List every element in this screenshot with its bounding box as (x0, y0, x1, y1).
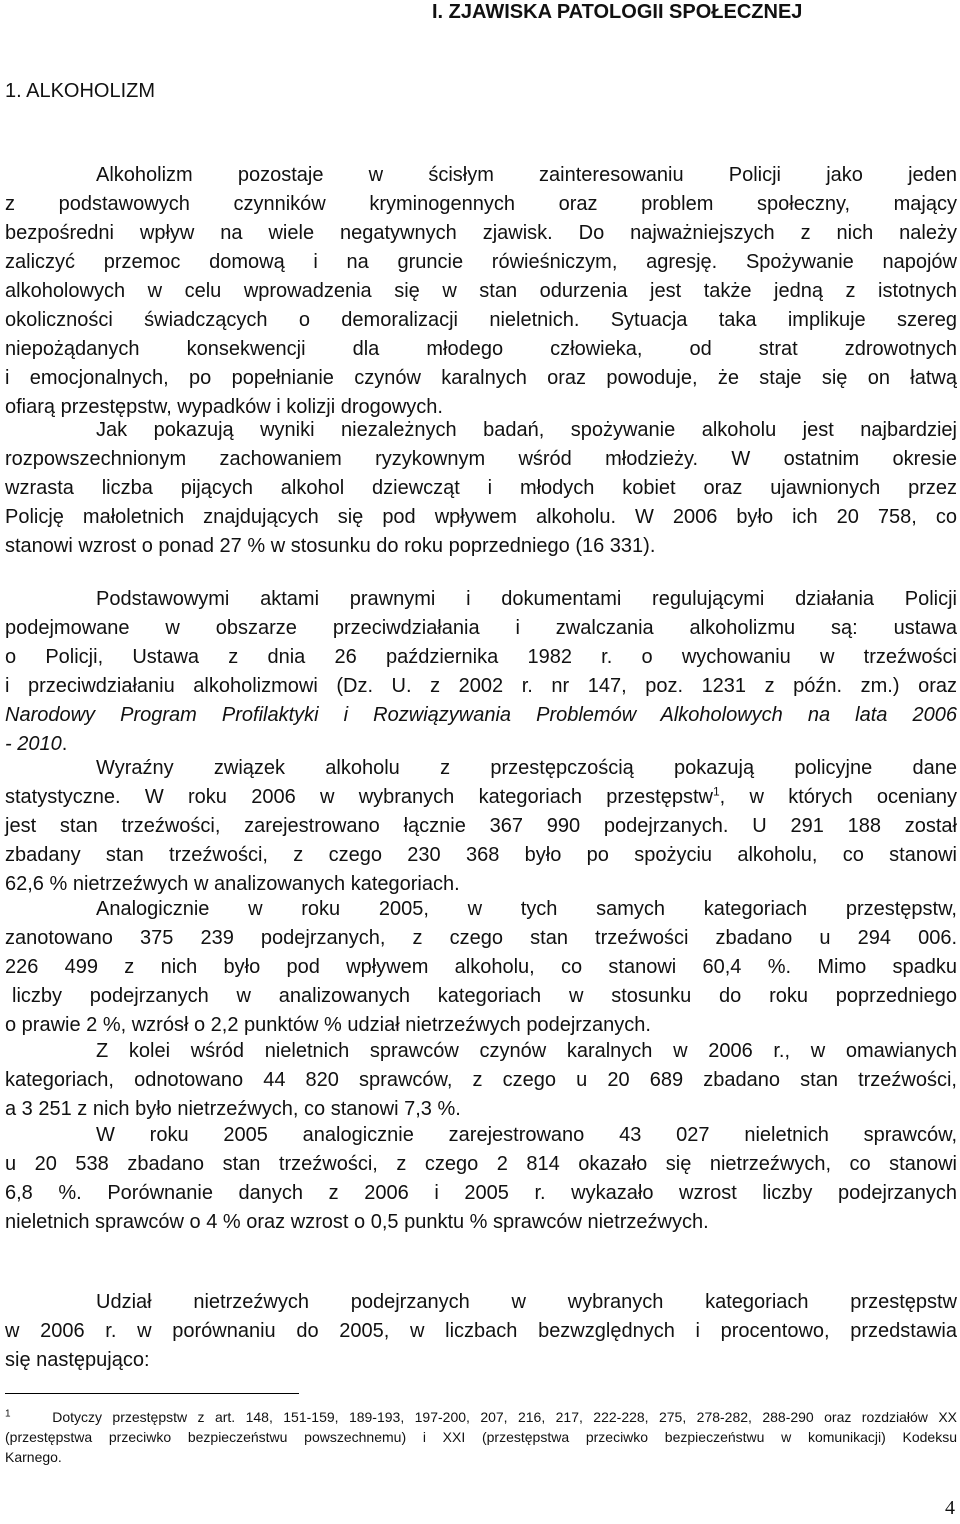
text-line: jest stan trzeźwości, zarejestrowano łącznie 367 990 podejrzanych. U 291 188 został (5, 815, 957, 837)
text-line: i przeciwdziałaniu alkoholizmowi (Dz. U. z 2002 r. nr 147, poz. 1231 z późn. zm.) oraz (5, 675, 957, 697)
text-line: się następująco: (5, 1349, 150, 1371)
paragraph-3 (5, 585, 957, 759)
text-line: o prawie 2 %, wzrósł o 2,2 punktów % udział nietrzeźwych podejrzanych. (5, 1014, 651, 1036)
text-line: podejmowane w obszarze przeciwdziałania i zwalczania alkoholizmu są: ustawa (5, 617, 957, 639)
text-line: Jak pokazują wyniki niezależnych badań, spożywanie alkoholu jest najbardziej (96, 419, 957, 441)
section-heading: 1. ALKOHOLIZM (5, 80, 156, 102)
footnote-ref: 1 (712, 784, 720, 799)
text-line: u 20 538 zbadano stan trzeźwości, z czego 2 814 okazało się nietrzeźwych, co stanowi (5, 1153, 957, 1175)
text-line: Alkoholizm pozostaje w ścisłym zainteresowaniu Policji jako jeden (96, 164, 957, 186)
text-line: Podstawowymi aktami prawnymi i dokumentami regulującymi działania Policji (96, 588, 957, 610)
text-line: rozpowszechnionym zachowaniem ryzykownym wśród młodzieży. W ostatnim okresie (5, 448, 957, 470)
text-line: bezpośredni wpływ na wiele negatywnych zjawisk. Do najważniejszych z nich należy (5, 222, 957, 244)
footnote-line: $^1$ Dotyczy przestępstw z art. 148, 151-159, 189-193, 197-200, 207, 216, 217, 222-228, 275, 278-282, 288-290 oraz rozdziałów XX (5, 1408, 958, 1425)
paragraph-4 (5, 754, 957, 899)
text-line: 62,6 % nietrzeźwych w analizowanych kategoriach. (5, 873, 460, 895)
paragraph-7 (5, 1121, 957, 1237)
paragraph-2 (5, 416, 957, 561)
text-line: i emocjonalnych, po popełnianie czynów karalnych oraz powoduje, że staje się on łatwą (5, 367, 957, 389)
paragraph-5 (5, 895, 957, 1040)
paragraph-8 (5, 1288, 957, 1375)
text-line: kategoriach, odnotowano 44 820 sprawców, z czego u 20 689 zbadano stan trzeźwości, (5, 1069, 957, 1091)
text-line: w 2006 r. w porównaniu do 2005, w liczbach bezwzględnych i procentowo, przedstawia (5, 1320, 957, 1342)
paragraph-6 (5, 1037, 957, 1124)
paragraph-1 (5, 161, 957, 422)
program-title-end: - 2010 (5, 733, 62, 755)
text-line: zanotowano 375 239 podejrzanych, z czego stan trzeźwości zbadano u 294 006. (5, 927, 957, 949)
text-line: Udział nietrzeźwych podejrzanych w wybranych kategoriach przestępstw (96, 1291, 957, 1313)
text-line: stanowi wzrost o ponad 27 % w stosunku do roku poprzedniego (16 331). (5, 535, 656, 557)
text-line: W roku 2005 analogicznie zarejestrowano 43 027 nieletnich sprawców, (96, 1124, 957, 1146)
footnote-line: Karnego. (5, 1449, 62, 1465)
footnote-separator (5, 1393, 299, 1394)
footnote-line: (przestępstwa przeciwko bezpieczeństwu powszechnemu) i XXI (przestępstwa przeciwko bezpieczeństwu w komunikacji) Kodeksu (5, 1429, 957, 1445)
page-number: 4 (945, 1497, 955, 1519)
text-line: nieletnich sprawców o 4 % oraz wzrost o 0,5 punktu % sprawców nietrzeźwych. (5, 1211, 709, 1233)
program-title-line: Narodowy Program Profilaktyki i Rozwiązywania Problemów Alkoholowych na lata 2006 (5, 704, 957, 726)
text-line: okoliczności świadczących o demoralizacji nieletnich. Sytuacja taka implikuje szereg (5, 309, 957, 331)
text-line: ofiarą przestępstw, wypadków i kolizji drogowych. (5, 396, 443, 418)
text-line: zaliczyć przemoc domową i na gruncie rówieśniczym, agresję. Spożywanie napojów (5, 251, 957, 273)
text-line: o Policji, Ustawa z dnia 26 października 1982 r. o wychowaniu w trzeźwości (5, 646, 957, 668)
text-line: Policję małoletnich znajdujących się pod wpływem alkoholu. W 2006 było ich 20 758, co (5, 506, 957, 528)
text-line: alkoholowych w celu wprowadzenia się w stan odurzenia jest także jedną z istotnych (5, 280, 957, 302)
text-line: wzrasta liczba pijących alkohol dziewcząt i młodych kobiet oraz ujawnionych przez (5, 477, 957, 499)
text-line: statystyczne. W roku 2006 w wybranych kategoriach przestępstw$^1$, w których oceniany (5, 784, 957, 808)
text-line: zbadany stan trzeźwości, z czego 230 368 było po spożyciu alkoholu, co stanowi (5, 844, 957, 866)
text-line: liczby podejrzanych w analizowanych kategoriach w stosunku do roku poprzedniego (12, 985, 957, 1007)
text-line: niepożądanych konsekwencji dla młodego człowieka, od strat zdrowotnych (5, 338, 957, 360)
chapter-heading: I. ZJAWISKA PATOLOGII SPOŁECZNEJ (432, 1, 803, 23)
text-line: 6,8 %. Porównanie danych z 2006 i 2005 r. wykazało wzrost liczby podejrzanych (5, 1182, 957, 1204)
text-line: z podstawowych czynników kryminogennych oraz problem społeczny, mający (5, 193, 957, 215)
text-line: a 3 251 z nich było nietrzeźwych, co stanowi 7,3 %. (5, 1098, 461, 1120)
text-line: Analogicznie w roku 2005, w tych samych kategoriach przestępstw, (96, 898, 957, 920)
footnote-marker: 1 (5, 1408, 11, 1420)
text-line: 226 499 z nich było pod wpływem alkoholu, co stanowi 60,4 %. Mimo spadku (5, 956, 957, 978)
period: . (61, 733, 68, 755)
text-line: Z kolei wśród nieletnich sprawców czynów karalnych w 2006 r., w omawianych (96, 1040, 957, 1062)
text-line: Wyraźny związek alkoholu z przestępczością pokazują policyjne dane (96, 757, 957, 779)
footnote (5, 1407, 957, 1467)
